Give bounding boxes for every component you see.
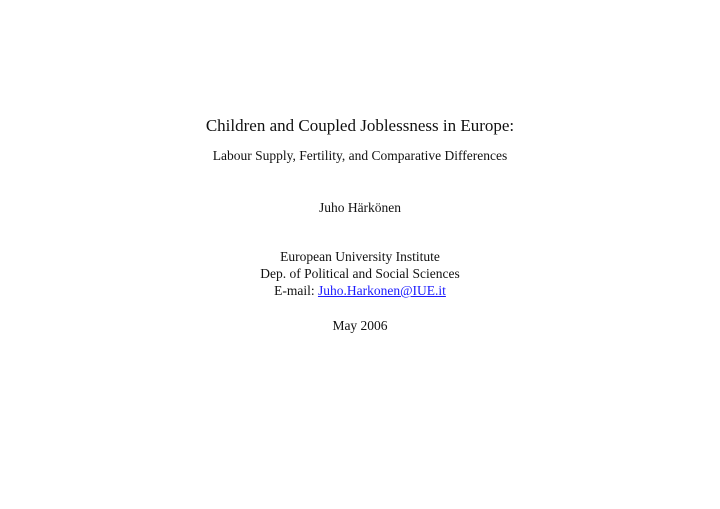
department: Dep. of Political and Social Sciences — [260, 266, 460, 281]
email-label: E-mail: — [274, 283, 318, 298]
author-name: Juho Härkönen — [318, 200, 402, 215]
email-line — [0, 282, 720, 299]
paper-subtitle: Labour Supply, Fertility, and Comparative Differences — [212, 148, 508, 163]
email-link[interactable]: Juho.Harkonen@IUE.it — [317, 283, 446, 298]
paper-title: Children and Coupled Joblessness in Europe: — [205, 116, 515, 135]
affiliation-block — [0, 248, 720, 299]
publication-date: May 2006 — [332, 318, 388, 333]
institution: European University Institute — [280, 249, 440, 264]
